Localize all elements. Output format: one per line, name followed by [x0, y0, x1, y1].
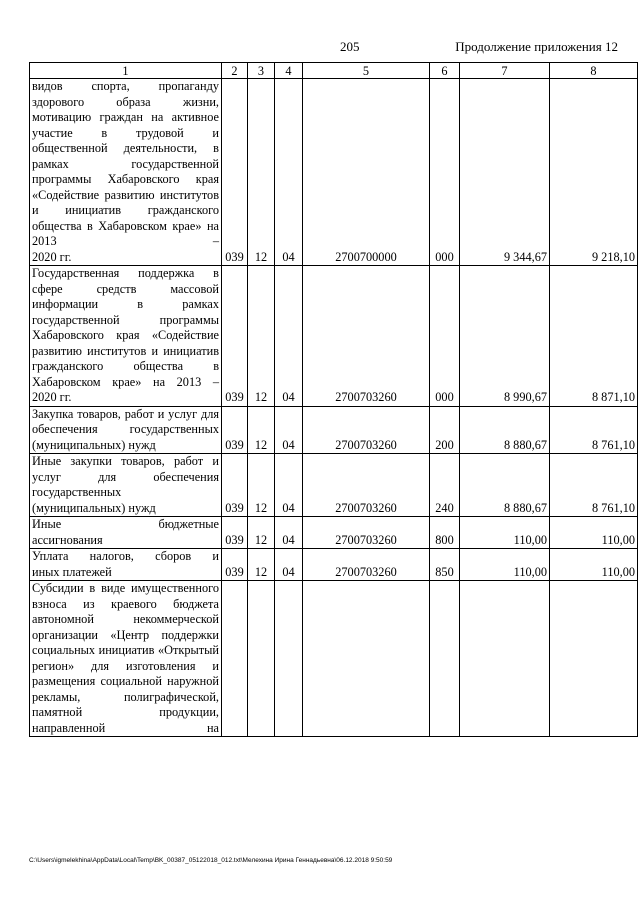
- cell-target-article: 2700700000: [303, 79, 430, 266]
- cell-section: [248, 581, 275, 737]
- cell-amount-2: 8 761,10: [550, 454, 638, 517]
- cell-expense-type: 240: [430, 454, 460, 517]
- column-header: 8: [550, 63, 638, 79]
- cell-amount-2: 8 871,10: [550, 266, 638, 407]
- table-row: [30, 79, 638, 266]
- footer-file-path: C:\Users\igmelekhina\AppData\Local\Temp\BK_00387_05122018_012.txt\Мелехина Ирина Геннадьевна\06.12.2018 9:50:59: [29, 857, 393, 864]
- cell-section: 12: [248, 406, 275, 454]
- row-description: Субсидии в виде имущественного взноса из краевого бюджета автономной некоммерческой организации «Центр поддержки социальных инициатив «Открытый регион» для изготовления и размещения социальной наружной рекламы, полиграфической, памятной продукции, направленной на: [30, 581, 222, 737]
- cell-amount-1: 110,00: [460, 517, 550, 549]
- cell-ministry: 039: [222, 79, 248, 266]
- cell-ministry: 039: [222, 266, 248, 407]
- cell-subsection: 04: [275, 517, 303, 549]
- cell-subsection: 04: [275, 406, 303, 454]
- cell-ministry: [222, 581, 248, 737]
- cell-subsection: [275, 581, 303, 737]
- row-description: Государственная поддержка в сфере средств массовой информации в рамках государственной программы Хабаровского края «Содействие развитию институтов и инициатив гражданского общества в Хабаровском крае» на 2013 – 2020 гг.: [30, 266, 222, 407]
- cell-amount-1: [460, 581, 550, 737]
- table-row: [30, 581, 638, 737]
- cell-expense-type: 800: [430, 517, 460, 549]
- cell-expense-type: 000: [430, 79, 460, 266]
- cell-target-article: 2700703260: [303, 549, 430, 581]
- cell-section: 12: [248, 266, 275, 407]
- cell-subsection: 04: [275, 79, 303, 266]
- cell-amount-2: 110,00: [550, 549, 638, 581]
- column-header: 2: [222, 63, 248, 79]
- row-description: Уплата налогов, сборов и иных платежей: [30, 549, 222, 581]
- column-header: 1: [30, 63, 222, 79]
- cell-subsection: 04: [275, 454, 303, 517]
- column-header: 6: [430, 63, 460, 79]
- cell-amount-1: 8 880,67: [460, 454, 550, 517]
- table-row: [30, 517, 638, 549]
- column-header: 4: [275, 63, 303, 79]
- cell-expense-type: 000: [430, 266, 460, 407]
- cell-amount-1: 9 344,67: [460, 79, 550, 266]
- cell-amount-2: [550, 581, 638, 737]
- table-row: [30, 549, 638, 581]
- column-header-row: [30, 63, 638, 79]
- table-row: [30, 266, 638, 407]
- cell-ministry: 039: [222, 454, 248, 517]
- row-description: Иные закупки товаров, работ и услуг для обеспечения государственных (муниципальных) нужд: [30, 454, 222, 517]
- table-row: [30, 406, 638, 454]
- cell-amount-1: 8 880,67: [460, 406, 550, 454]
- cell-target-article: 2700703260: [303, 266, 430, 407]
- cell-subsection: 04: [275, 549, 303, 581]
- cell-section: 12: [248, 454, 275, 517]
- cell-amount-2: 8 761,10: [550, 406, 638, 454]
- cell-expense-type: 850: [430, 549, 460, 581]
- cell-amount-2: 110,00: [550, 517, 638, 549]
- cell-target-article: 2700703260: [303, 517, 430, 549]
- cell-target-article: [303, 581, 430, 737]
- cell-section: 12: [248, 517, 275, 549]
- column-header: 7: [460, 63, 550, 79]
- cell-ministry: 039: [222, 406, 248, 454]
- cell-target-article: 2700703260: [303, 454, 430, 517]
- cell-ministry: 039: [222, 517, 248, 549]
- cell-section: 12: [248, 79, 275, 266]
- cell-amount-1: 110,00: [460, 549, 550, 581]
- page-number: 205: [340, 39, 360, 54]
- column-header: 5: [303, 63, 430, 79]
- cell-target-article: 2700703260: [303, 406, 430, 454]
- cell-amount-1: 8 990,67: [460, 266, 550, 407]
- cell-expense-type: 200: [430, 406, 460, 454]
- appendix-note: Продолжение приложения 12: [455, 39, 618, 54]
- column-header: 3: [248, 63, 275, 79]
- row-description: видов спорта, пропаганду здорового образа жизни, мотивацию граждан на активное участие в трудовой и общественной деятельности, в рамках государственной программы Хабаровского края «Содействие развитию институтов и инициатив гражданского общества в Хабаровском крае» на 2013 – 2020 гг.: [30, 79, 222, 266]
- cell-ministry: 039: [222, 549, 248, 581]
- cell-subsection: 04: [275, 266, 303, 407]
- cell-section: 12: [248, 549, 275, 581]
- budget-table: [29, 62, 638, 737]
- cell-expense-type: [430, 581, 460, 737]
- row-description: Закупка товаров, работ и услуг для обеспечения государственных (муниципальных) нужд: [30, 406, 222, 454]
- table-row: [30, 454, 638, 517]
- row-description: Иные бюджетные ассигнования: [30, 517, 222, 549]
- cell-amount-2: 9 218,10: [550, 79, 638, 266]
